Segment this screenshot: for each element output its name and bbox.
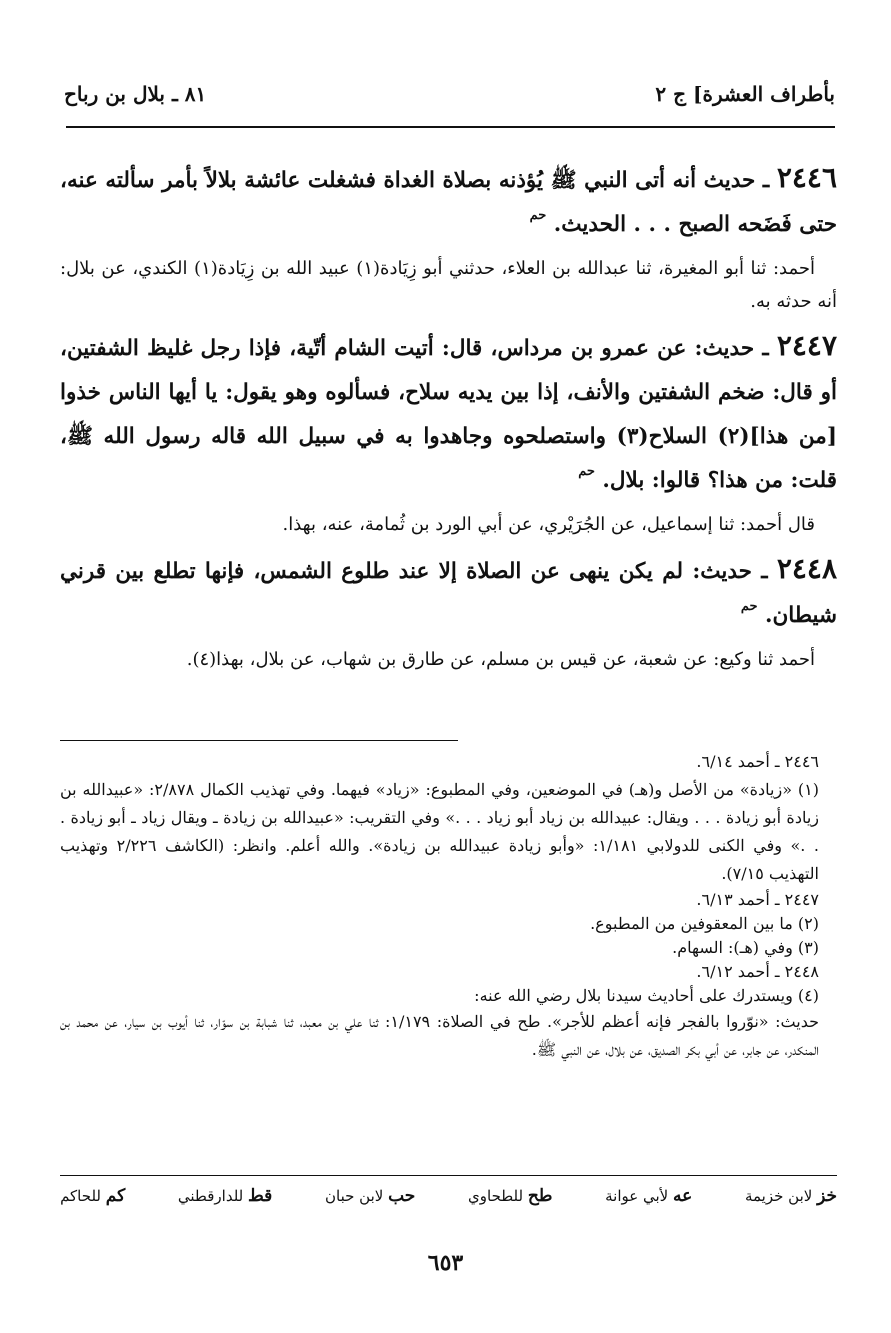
footnote: (٤) ويستدرك على أحاديث سيدنا بلال رضي الله عنه: [474,986,819,1005]
running-header [64,82,835,106]
source-mark: حم [578,464,595,479]
hadith-title [60,156,837,250]
sigla-abbr: خز [817,1186,837,1206]
hadith-isnad: أحمد ثنا وكيع: عن شعبة، عن قيس بن مسلم، عن طارق بن شهاب، عن بلال، بهذا(٤). [186,649,815,670]
sigla-item [605,1186,692,1206]
sigla-item [325,1186,415,1206]
hadith-text: ـ حديث: عن عمرو بن مرداس، قال: أتيت الشام أتّية، فإذا رجل غليظ الشفتين، أو قال: ضخم الشفتين والأنف، إذا بين يديه سلاح، فسألوه وهو يقول: يا أيها الناس خذوا [من هذا](٢) السلاح(٣) واستصلحوه وجاهدوا به في سبيل الله قاله رسول الله ﷺ، قلت: من هذا؟ قالوا: بلال. [60,336,837,493]
footnote-rule [60,740,458,741]
sigla-abbr: حب [388,1186,416,1206]
hadith-text: ـ حديث أنه أتى النبي ﷺ يُؤذنه بصلاة الغداة فشغلت عائشة بلالاً بأمر سألته عنه، حتى فَضَحه الصبح . . . الحديث. [60,168,837,237]
sigla-item [178,1186,272,1206]
sigla-abbr: طح [527,1186,553,1206]
hadith-number: ٢٤٤٧ [776,329,837,362]
sigla-abbr: قط [248,1186,273,1206]
source-mark: حم [740,599,758,614]
main-text [60,156,837,682]
sigla-legend [60,1186,837,1206]
footnote-reference: ٢٤٤٦ ـ أحمد ٦/١٤. [696,752,819,771]
sigla-abbr: عه [672,1186,693,1206]
hadith-isnad: قال أحمد: ثنا إسماعيل، عن الجُرَيْري، عن أبي الورد بن ثُمامة، عنه، بهذا. [282,514,815,535]
page-number: ٦٥٣ [427,1250,464,1276]
hadith-number: ٢٤٤٦ [776,161,837,194]
hadith-title [60,324,837,506]
footnotes [60,748,837,1064]
hadith-entry [60,156,837,318]
sigla-item [468,1186,552,1206]
sigla-name: لأبي عوانة [605,1187,669,1205]
footnote-reference: ٢٤٤٨ ـ أحمد ٦/١٢. [696,962,819,981]
footnote: (٣) وفي (هـ): السهام. [672,938,819,957]
sigla-name: للحاكم [60,1187,101,1205]
sigla-abbr: كم [105,1186,126,1206]
running-header-left: ٨١ ـ بلال بن رباح [64,82,207,106]
sigla-item [60,1186,125,1206]
hadith-entry [60,324,837,541]
hadith-isnad: أحمد: ثنا أبو المغيرة، ثنا عبدالله بن العلاء، حدثني أبو زِيَادة(١) عبيد الله بن زِيَادة(١) الكندي، عن بلال: أنه حدثه به. [60,258,837,312]
footnote: حديث: «نوّروا بالفجر فإنه أعظم للأجر». طح في الصلاة: ١/١٧٩: ثنا علي بن معبد، ثنا شبابة بن سوّار، ثنا أيوب بن سيار، عن محمد بن المنكدر، عن جابر، عن أبي بكر الصديق، عن بلال، عن النبي ﷺ. [60,1012,819,1059]
sigla-item [745,1186,837,1206]
header-rule [66,126,835,128]
sigla-rule [60,1175,837,1176]
sigla-name: للدارقطني [177,1187,244,1205]
sigla-name: لابن حبان [325,1187,384,1205]
hadith-title [60,547,837,641]
sigla-name: للطحاوي [468,1187,524,1205]
footnote: (٢) ما بين المعقوفين من المطبوع. [590,914,819,933]
hadith-number: ٢٤٤٨ [776,552,837,585]
running-header-right: بأطراف العشرة] ج ٢ [655,82,835,106]
sigla-name: لابن خزيمة [744,1187,813,1205]
hadith-text: ـ حديث: لم يكن ينهى عن الصلاة إلا عند طلوع الشمس، فإنها تطلع بين قرني شيطان. [60,559,837,628]
footnote-reference: ٢٤٤٧ ـ أحمد ٦/١٣. [696,890,819,909]
hadith-entry [60,547,837,676]
footnote: (١) «زيادة» من الأصل و(هـ) في الموضعين، وفي المطبوع: «زياد» فيهما. وفي تهذيب الكمال ٢/٨٧٨: «عبيدالله بن زيادة أبو زيادة . . . ويقال: عبيدالله بن زياد أبو زياد . . .» وفي التقريب: «عبيدالله بن زيادة ـ ويقال زياد ـ أبو زيادة . . .» وفي الكنى للدولابي ١/١٨١: «وأبو زيادة عبيدالله بن زيادة». والله أعلم. وانظر: (الكاشف ٢/٢٢٦ وتهذيب التهذيب ٧/١٥). [60,780,820,883]
source-mark: حم [529,208,547,223]
